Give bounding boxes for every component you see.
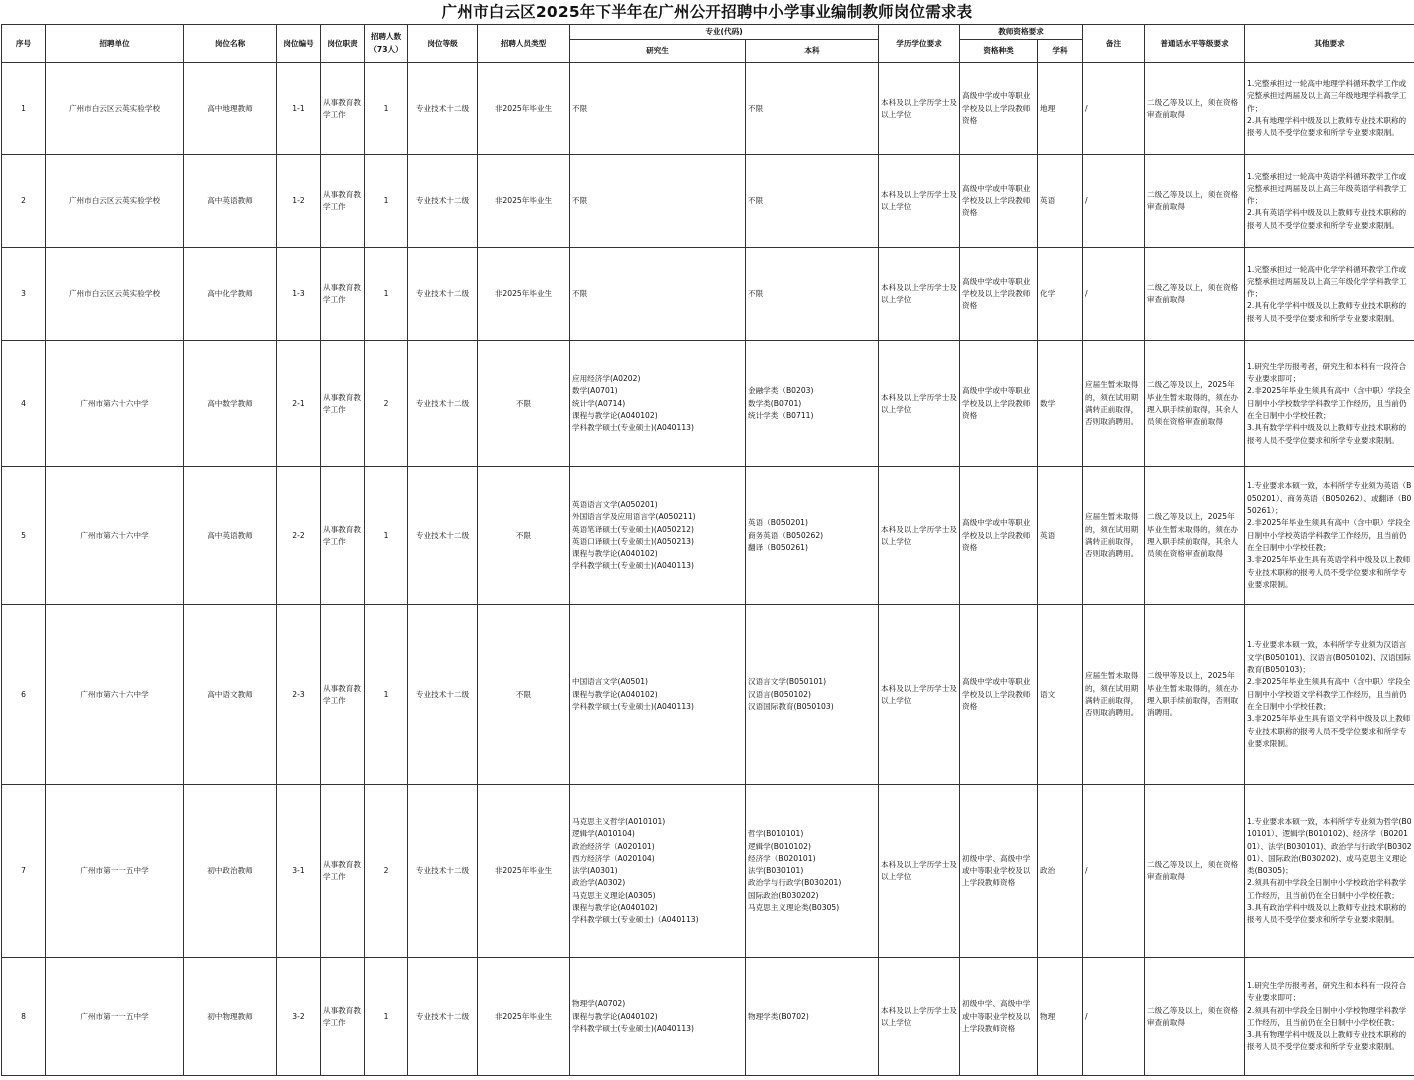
header-level: 岗位等级 [408, 25, 478, 63]
recruitment-table [1, 24, 1414, 1076]
cell-note: / [1083, 785, 1145, 958]
cell-mandarin: 二级乙等及以上，2025年毕业生暂未取得的，须在办理入职手续前取得，其余人员须在资格审查前取得 [1145, 341, 1245, 467]
cell-cert-subject: 物理 [1038, 958, 1083, 1076]
cell-major-grad: 物理学(A0702) 课程与教学论(A040102) 学科教学硕士(专业硕士)(A040113) [570, 958, 746, 1076]
cell-post-code: 1-1 [277, 63, 321, 155]
cell-mandarin: 二级乙等及以上，2025年毕业生暂未取得的，须在办理入职手续前取得，其余人员须在资格审查前取得 [1145, 467, 1245, 605]
cell-level: 专业技术十二级 [408, 958, 478, 1076]
cell-cert-type: 高级中学或中等职业学校及以上学段教师资格 [960, 605, 1038, 785]
cell-unit: 广州市第一一五中学 [46, 958, 184, 1076]
cell-type: 不限 [478, 341, 570, 467]
cell-post-name: 高中语文教师 [184, 605, 277, 785]
cell-other: 1.专业要求本硕一致，本科所学专业须为哲学(B010101）、逻辑学(B010102)、经济学（B020101）、法学(B030101)、政治学与行政学(B030201）、国际政治(B030202)、或马克思主义理论类(B0305)； 2.须具有初中学段全日制中小学校政治学科教学工作经历，且当前仍在全日制中小学校任教； 3.具有政治学科中级及以上教师专业技术职称的报考人员不受学位要求和所学专业要求限制。 [1245, 785, 1414, 958]
cell-cert-type: 高级中学或中等职业学校及以上学段教师资格 [960, 248, 1038, 341]
cell-count: 1 [365, 467, 408, 605]
table-row [2, 155, 1414, 248]
cell-level: 专业技术十二级 [408, 605, 478, 785]
cell-note: 应届生暂未取得的，须在试用期满转正前取得，否则取消聘用。 [1083, 467, 1145, 605]
cell-unit: 广州市白云区云英实验学校 [46, 63, 184, 155]
cell-unit: 广州市第六十六中学 [46, 467, 184, 605]
cell-type: 非2025年毕业生 [478, 248, 570, 341]
header-edu: 学历学位要求 [879, 25, 960, 63]
cell-duty: 从事教育教学工作 [321, 341, 365, 467]
header-cert-type: 资格种类 [960, 40, 1038, 63]
cell-count: 1 [365, 958, 408, 1076]
cell-major-ug: 汉语言文学(B050101) 汉语言(B050102) 汉语国际教育(B050103) [746, 605, 879, 785]
cell-major-ug: 英语（B050201) 商务英语（B050262) 翻译（B050261) [746, 467, 879, 605]
header-count: 招聘人数（73人） [365, 25, 408, 63]
cell-edu: 本科及以上学历学士及以上学位 [879, 341, 960, 467]
cell-duty: 从事教育教学工作 [321, 605, 365, 785]
cell-mandarin: 二级乙等及以上，须在资格审查前取得 [1145, 958, 1245, 1076]
cell-edu: 本科及以上学历学士及以上学位 [879, 467, 960, 605]
cell-post-code: 1-3 [277, 248, 321, 341]
header-major: 专业(代码) [570, 25, 879, 40]
cell-mandarin: 二级乙等及以上，须在资格审查前取得 [1145, 248, 1245, 341]
cell-count: 1 [365, 63, 408, 155]
cell-type: 非2025年毕业生 [478, 785, 570, 958]
table-row [2, 63, 1414, 155]
cell-major-grad: 不限 [570, 155, 746, 248]
cell-edu: 本科及以上学历学士及以上学位 [879, 155, 960, 248]
cell-mandarin: 二级乙等及以上，须在资格审查前取得 [1145, 155, 1245, 248]
cell-duty: 从事教育教学工作 [321, 63, 365, 155]
cell-major-grad: 马克思主义哲学(A010101) 逻辑学(A010104) 政治经济学（A020101) 西方经济学（A020104) 法学(A0301) 政治学(A0302) 马克思主义理论(A0305) 课程与教学论(A040102) 学科教学硕士(专业硕士)（A040113) [570, 785, 746, 958]
cell-duty: 从事教育教学工作 [321, 467, 365, 605]
cell-edu: 本科及以上学历学士及以上学位 [879, 63, 960, 155]
header-type: 招聘人员类型 [478, 25, 570, 63]
cell-major-grad: 英语语言文学(A050201) 外国语言学及应用语言学(A050211) 英语笔译硕士(专业硕士)(A050212) 英语口译硕士(专业硕士)(A050213) 课程与教学论(A040102) 学科教学硕士(专业硕士)(A040113) [570, 467, 746, 605]
cell-major-ug: 金融学类（B0203) 数学类(B0701) 统计学类（B0711) [746, 341, 879, 467]
table-row [2, 467, 1414, 605]
header-seq: 序号 [2, 25, 46, 63]
header-duty: 岗位职责 [321, 25, 365, 63]
cell-cert-subject: 英语 [1038, 155, 1083, 248]
cell-cert-type: 初级中学、高级中学或中等职业学校及以上学段教师资格 [960, 785, 1038, 958]
cell-post-name: 初中物理教师 [184, 958, 277, 1076]
cell-note: 应届生暂未取得的，须在试用期满转正前取得，否则取消聘用。 [1083, 605, 1145, 785]
cell-other: 1.完整承担过一轮高中英语学科循环教学工作或完整承担过两届及以上高三年级英语学科教学工作； 2.具有英语学科中级及以上教师专业技术职称的报考人员不受学位要求和所学专业要求限制。 [1245, 155, 1414, 248]
cell-note: 应届生暂未取得的，须在试用期满转正前取得，否则取消聘用。 [1083, 341, 1145, 467]
cell-edu: 本科及以上学历学士及以上学位 [879, 785, 960, 958]
cell-seq: 4 [2, 341, 46, 467]
cell-type: 非2025年毕业生 [478, 63, 570, 155]
cell-cert-subject: 政治 [1038, 785, 1083, 958]
cell-unit: 广州市第一一五中学 [46, 785, 184, 958]
cell-level: 专业技术十二级 [408, 341, 478, 467]
table-row [2, 248, 1414, 341]
cell-post-code: 3-1 [277, 785, 321, 958]
cell-other: 1.研究生学历报考者，研究生和本科有一段符合专业要求即可； 2.须具有初中学段全日制中小学校物理学科教学工作经历，且当前仍在全日制中小学校任教； 3.具有物理学科中级及以上教师专业技术职称的报考人员不受学位要求和所学专业要求限制。 [1245, 958, 1414, 1076]
header-other: 其他要求 [1245, 25, 1414, 63]
cell-major-ug: 不限 [746, 63, 879, 155]
cell-level: 专业技术十二级 [408, 63, 478, 155]
cell-post-code: 3-2 [277, 958, 321, 1076]
cell-note: / [1083, 155, 1145, 248]
cell-post-name: 高中化学教师 [184, 248, 277, 341]
cell-major-ug: 不限 [746, 155, 879, 248]
cell-cert-type: 高级中学或中等职业学校及以上学段教师资格 [960, 63, 1038, 155]
cell-cert-subject: 地理 [1038, 63, 1083, 155]
header-post-code: 岗位编号 [277, 25, 321, 63]
cell-count: 1 [365, 248, 408, 341]
cell-duty: 从事教育教学工作 [321, 958, 365, 1076]
cell-mandarin: 二级乙等及以上，须在资格审查前取得 [1145, 785, 1245, 958]
cell-seq: 1 [2, 63, 46, 155]
header-major-ug: 本科 [746, 40, 879, 63]
cell-type: 非2025年毕业生 [478, 155, 570, 248]
cell-post-name: 高中地理教师 [184, 63, 277, 155]
cell-cert-subject: 语文 [1038, 605, 1083, 785]
cell-seq: 8 [2, 958, 46, 1076]
cell-edu: 本科及以上学历学士及以上学位 [879, 248, 960, 341]
cell-note: / [1083, 958, 1145, 1076]
header-cert: 教师资格要求 [960, 25, 1083, 40]
cell-major-ug: 不限 [746, 248, 879, 341]
cell-post-code: 1-2 [277, 155, 321, 248]
cell-cert-type: 高级中学或中等职业学校及以上学段教师资格 [960, 341, 1038, 467]
cell-cert-subject: 化学 [1038, 248, 1083, 341]
table-row [2, 785, 1414, 958]
table-row [2, 958, 1414, 1076]
cell-count: 2 [365, 341, 408, 467]
cell-major-ug: 哲学(B010101) 逻辑学(B010102) 经济学（B020101) 法学(B030101) 政治学与行政学(B030201) 国际政治(B030202) 马克思主义理论类(B0305) [746, 785, 879, 958]
cell-duty: 从事教育教学工作 [321, 785, 365, 958]
cell-cert-type: 高级中学或中等职业学校及以上学段教师资格 [960, 155, 1038, 248]
cell-seq: 3 [2, 248, 46, 341]
cell-major-grad: 应用经济学(A0202) 数学(A0701) 统计学(A0714) 课程与教学论(A040102) 学科教学硕士(专业硕士)(A040113) [570, 341, 746, 467]
cell-cert-subject: 英语 [1038, 467, 1083, 605]
cell-level: 专业技术十二级 [408, 785, 478, 958]
cell-other: 1.完整承担过一轮高中化学学科循环教学工作或完整承担过两届及以上高三年级化学学科教学工作； 2.具有化学学科中级及以上教师专业技术职称的报考人员不受学位要求和所学专业要求限制。 [1245, 248, 1414, 341]
cell-mandarin: 二级甲等及以上，2025年毕业生暂未取得的，须在办理入职手续前取得，否则取消聘用。 [1145, 605, 1245, 785]
cell-edu: 本科及以上学历学士及以上学位 [879, 605, 960, 785]
cell-cert-type: 高级中学或中等职业学校及以上学段教师资格 [960, 467, 1038, 605]
cell-note: / [1083, 248, 1145, 341]
cell-level: 专业技术十二级 [408, 467, 478, 605]
cell-type: 非2025年毕业生 [478, 958, 570, 1076]
cell-cert-subject: 数学 [1038, 341, 1083, 467]
cell-other: 1.专业要求本硕一致，本科所学专业须为英语（B050201）、商务英语（B050262）、或翻译（B050261）； 2.非2025年毕业生须具有高中（含中职）学段全日制中小学校英语学科教学工作经历，且当前仍在全日制中小学校任教； 3.非2025年毕业生具有英语学科中级及以上教师专业技术职称的报考人员不受学位要求和所学专业要求限制。 [1245, 467, 1414, 605]
cell-post-code: 2-2 [277, 467, 321, 605]
cell-seq: 2 [2, 155, 46, 248]
page-title: 广州市白云区2025年下半年在广州公开招聘中小学事业编制教师岗位需求表 [441, 3, 973, 21]
cell-level: 专业技术十二级 [408, 155, 478, 248]
header-note: 备注 [1083, 25, 1145, 63]
table-row [2, 341, 1414, 467]
header-major-grad: 研究生 [570, 40, 746, 63]
cell-cert-type: 初级中学、高级中学或中等职业学校及以上学段教师资格 [960, 958, 1038, 1076]
cell-post-name: 初中政治教师 [184, 785, 277, 958]
cell-mandarin: 二级乙等及以上，须在资格审查前取得 [1145, 63, 1245, 155]
cell-post-name: 高中数学教师 [184, 341, 277, 467]
header-cert-subject: 学科 [1038, 40, 1083, 63]
cell-duty: 从事教育教学工作 [321, 248, 365, 341]
cell-unit: 广州市第六十六中学 [46, 341, 184, 467]
cell-major-ug: 物理学类(B0702) [746, 958, 879, 1076]
cell-post-code: 2-3 [277, 605, 321, 785]
header-unit: 招聘单位 [46, 25, 184, 63]
cell-type: 不限 [478, 467, 570, 605]
cell-major-grad: 不限 [570, 63, 746, 155]
cell-unit: 广州市白云区云英实验学校 [46, 155, 184, 248]
cell-level: 专业技术十二级 [408, 248, 478, 341]
cell-other: 1.专业要求本硕一致，本科所学专业须为汉语言文学(B050101)、汉语言(B050102)、汉语国际教育(B050103)； 2.非2025年毕业生须具有高中（含中职）学段全日制中小学校语文学科教学工作经历，且当前仍在全日制中小学校任教； 3.非2025年毕业生具有语文学科中级及以上教师专业技术职称的报考人员不受学位要求和所学专业要求限制。 [1245, 605, 1414, 785]
cell-post-name: 高中英语教师 [184, 467, 277, 605]
cell-major-grad: 中国语言文学(A0501) 课程与教学论(A040102) 学科教学硕士(专业硕士)(A040113) [570, 605, 746, 785]
cell-seq: 6 [2, 605, 46, 785]
table-row [2, 605, 1414, 785]
cell-edu: 本科及以上学历学士及以上学位 [879, 958, 960, 1076]
cell-count: 1 [365, 605, 408, 785]
cell-other: 1.研究生学历报考者，研究生和本科有一段符合专业要求即可； 2.非2025年毕业生须具有高中（含中职）学段全日制中小学校数学学科教学工作经历，且当前仍在全日制中小学校任教； 3.具有数学学科中级及以上教师专业技术职称的报考人员不受学位要求和所学专业要求限制。 [1245, 341, 1414, 467]
cell-type: 不限 [478, 605, 570, 785]
cell-unit: 广州市白云区云英实验学校 [46, 248, 184, 341]
cell-count: 2 [365, 785, 408, 958]
cell-unit: 广州市第六十六中学 [46, 605, 184, 785]
cell-seq: 5 [2, 467, 46, 605]
header-mandarin: 普通话水平等级要求 [1145, 25, 1245, 63]
cell-duty: 从事教育教学工作 [321, 155, 365, 248]
cell-post-code: 2-1 [277, 341, 321, 467]
cell-other: 1.完整承担过一轮高中地理学科循环教学工作或完整承担过两届及以上高三年级地理学科教学工作； 2.具有地理学科中级及以上教师专业技术职称的报考人员不受学位要求和所学专业要求限制。 [1245, 63, 1414, 155]
cell-note: / [1083, 63, 1145, 155]
cell-count: 1 [365, 155, 408, 248]
cell-post-name: 高中英语教师 [184, 155, 277, 248]
header-post-name: 岗位名称 [184, 25, 277, 63]
cell-major-grad: 不限 [570, 248, 746, 341]
cell-seq: 7 [2, 785, 46, 958]
